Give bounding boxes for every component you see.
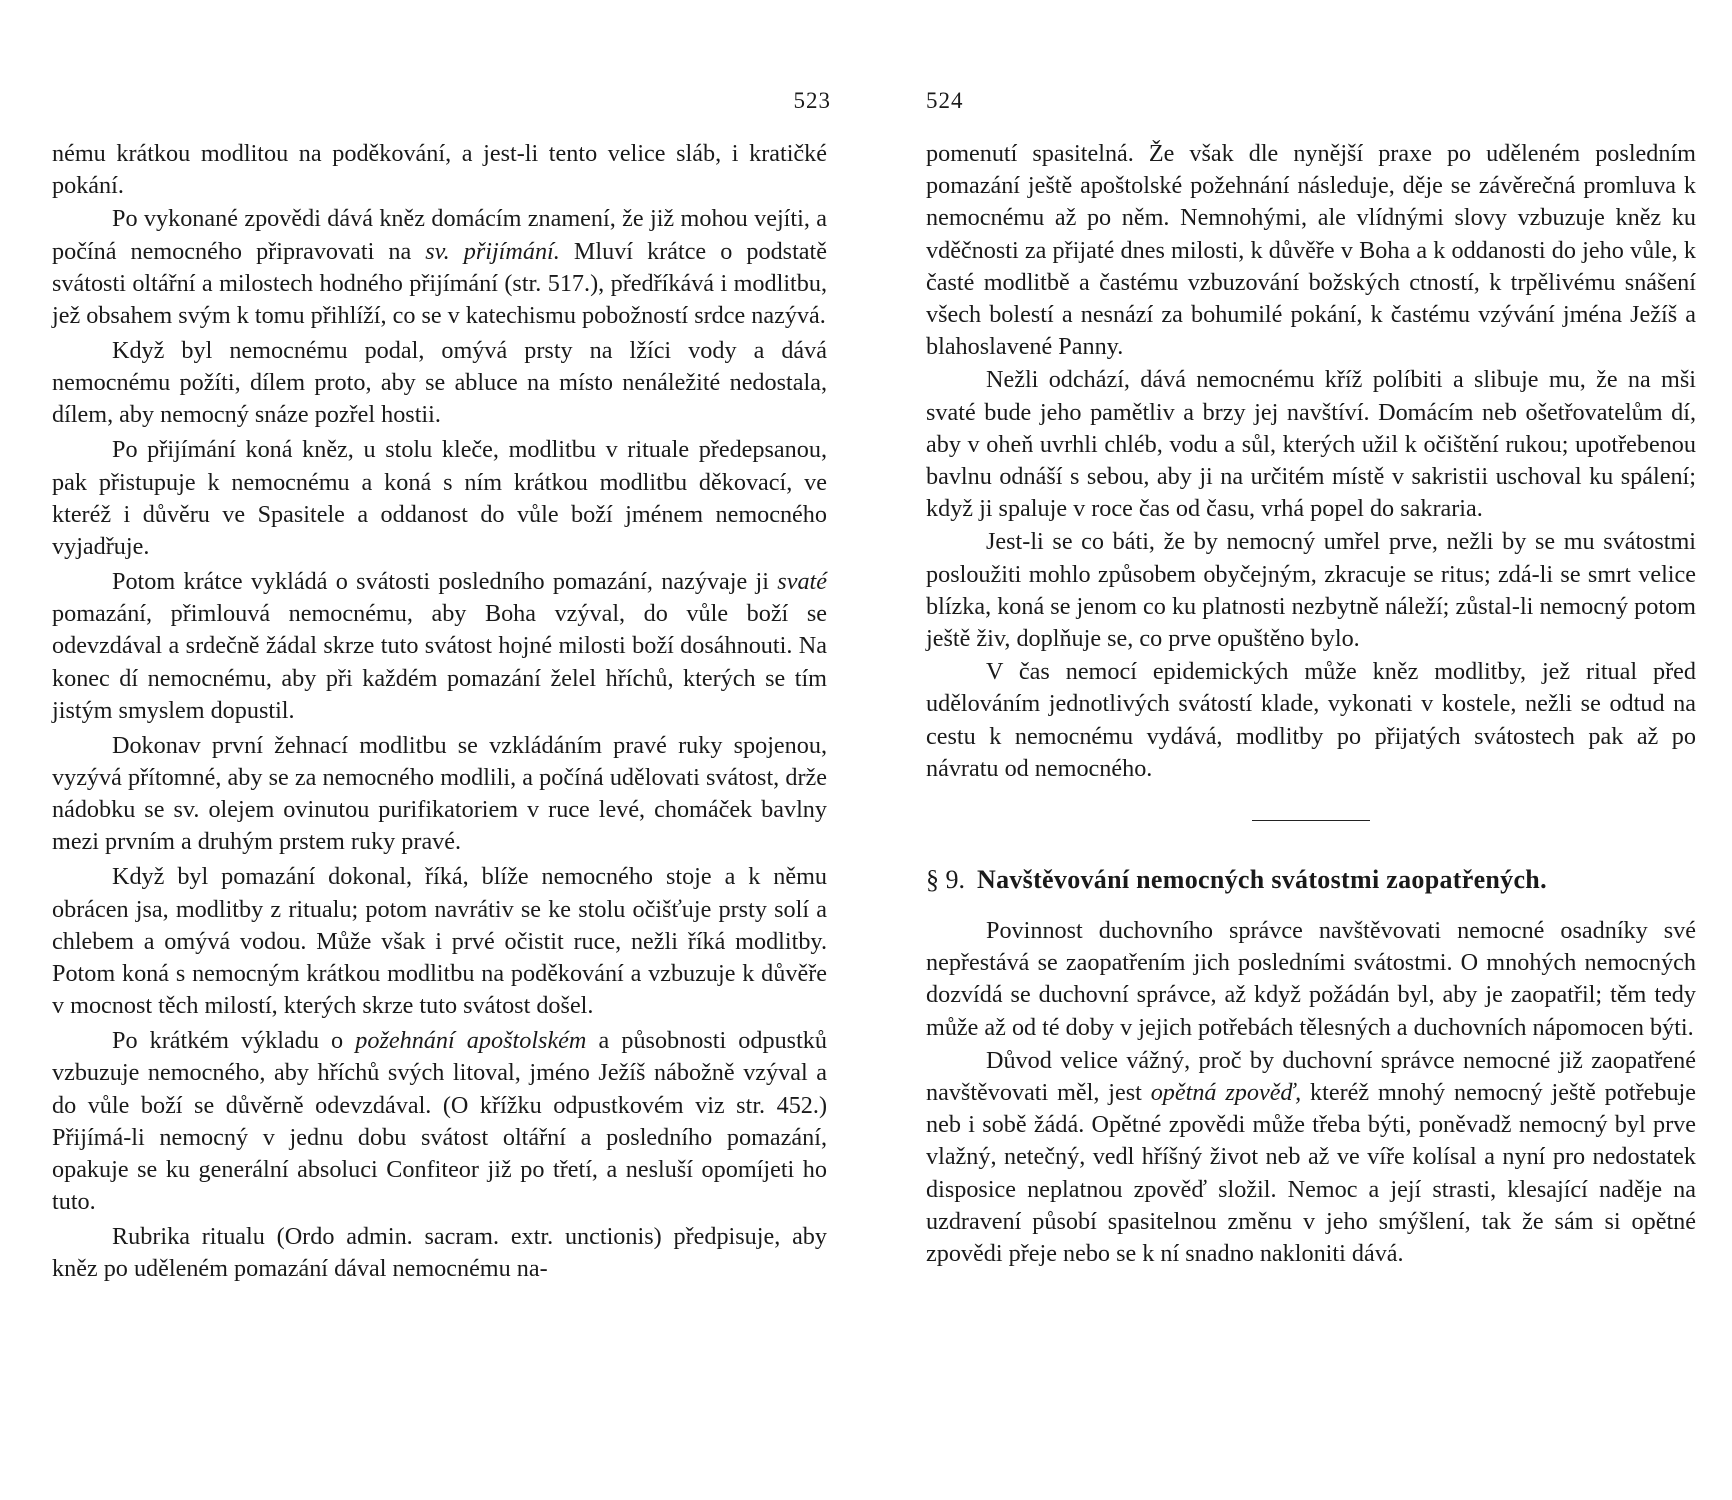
text-run: kteréž mnohý nemocný ještě potřebuje neb i sobě žádá. Opětné zpovědi může třeba býti, poněvadž nemocný byl prve vlažný, netečný, vedl hříšný život neb až ve víře kolísal a nyní pro nedostatek disposice neplatnou zpověď složil. Nemoc a její strasti, klesající naděje na uzdravení působí spasitelnou změnu v jeho smýšlení, tak že sám si opětné zpovědi přeje nebo se k ní snadno nakloniti dává. (926, 1079, 1697, 1268)
paragraph (52, 730, 827, 859)
page-number: 523 (793, 88, 831, 113)
section-divider (1252, 820, 1370, 821)
section-heading (926, 863, 1696, 897)
left-page (52, 0, 831, 1500)
text-run: Mluví krátce o podstatě svátosti oltářní a milostech hodného přijímání (str. 517.), předříkává i modlitbu, jež obsahem svým k tomu přihlíží, co se v katechismu pobožností srdce nazývá. (52, 237, 827, 330)
text-run: Po krátkém výkladu o (112, 1027, 356, 1055)
paragraph-group (926, 915, 1696, 1270)
page-number: 524 (926, 88, 964, 113)
paragraph (926, 656, 1696, 785)
paragraph (52, 335, 827, 432)
text-run: pomazání, přimlouvá nemocnému, aby Boha vzýval, do vůle boží se odevzdával a srdečně žádal skrze tuto svátost hojné milosti boží dosáhnouti. Na konec dí nemocnému, aby při každém pomazání želel hříchů, kterých se tím jistým smyslem dopustil. (52, 600, 827, 724)
paragraph (52, 1221, 827, 1285)
text-run: Dokonav první žehnací modlitbu se vzkládáním pravé ruky spojenou, vyzývá přítomné, aby se za nemocného modlili, a počíná udělovati svátost, drže nádobku se sv. olejem ovinutou purifikatoriem v ruce levé, chomáček bavlny mezi prvním a druhým prstem ruky pravé. (52, 731, 827, 856)
text-run: Povinnost duchovního správce navštěvovati nemocné osadníky své nepřestává se zaopatřením jich posledními svátostmi. O mnohých nemocných dozvídá se duchovní správce, až když požádán byl, aby je zaopatřil; těm tedy může až od té doby v jejich potřebách tělesných a duchovních nápomocen býti. (926, 917, 1696, 1041)
page-body (52, 138, 827, 1288)
paragraph (926, 1045, 1696, 1270)
text-run: Po přijímání koná kněz, u stolu kleče, modlitbu v rituale předepsanou, pak přistupuje k nemocnému a koná s ním krátkou modlitbu děkovací, ve kteréž i důvěru ve Spasitele a oddanost do vůle boží jménem nemocného vyjadřuje. (52, 436, 827, 561)
text-run: Důvod velice vážný, proč by duchovní správce nemocné již zaopatřené navštěvovati měl, jest (926, 1046, 1696, 1107)
paragraph (926, 364, 1696, 525)
paragraph (926, 138, 1696, 363)
right-page (926, 0, 1696, 1500)
section-number: § 9. (926, 865, 965, 895)
section-title: Navštěvování nemocných svátostmi zaopatřených. (977, 865, 1547, 895)
text-run: Po vykonané zpovědi dává kněz domácím znamení, že již mohou vejíti, a počíná nemocného připravovati na (52, 205, 827, 265)
text-run: Když byl pomazání dokonal, říká, blíže nemocného stoje a k němu obrácen jsa, modlitby z ritualu; potom navrátiv se ke stolu očišťuje prsty solí a chlebem a omývá vodou. Může však i prvé očistit ruce, nežli říká modlitby. Potom koná s nemocným krátkou modlitbu na poděkování a vzbuzuje k důvěře v mocnost těch milostí, kterých skrze tuto svátost došel. (52, 863, 827, 1020)
paragraph (52, 434, 827, 563)
paragraph (926, 915, 1696, 1044)
text-run: Potom krátce vykládá o svátosti posledního pomazání, nazývaje ji (112, 568, 778, 596)
paragraph (52, 138, 827, 202)
text-run: Když byl nemocnému podal, omývá prsty na lžíci vody a dává nemocnému požíti, dílem proto, aby se abluce na místo nenáležité nedostala, dílem, aby nemocný snáze pozřel hostii. (52, 337, 827, 429)
text-run: a působnosti odpustků vzbuzuje nemocného, aby hříchů svých litoval, jméno Ježíš nábožně vzýval a do vůle boží se důvěrně odevzdával. (O křížku odpustkovém viz str. 452.) Přijímá-li nemocný v jednu dobu svátost oltářní a posledního pomazání, opakuje se ku generální absoluci Confiteor již po třetí, a nesluší opomíjeti ho tuto. (52, 1027, 827, 1216)
paragraph (52, 861, 827, 1022)
paragraph (52, 203, 827, 332)
paragraph-group (926, 138, 1696, 785)
text-run: Nežli odchází, dává nemocnému kříž políbiti a slibuje mu, že na mši svaté bude jeho pamětliv a brzy jej navštíví. Domácím neb ošetřovatelům dí, aby v oheň uvrhli chléb, vodu a sůl, kterých užil k očištění rukou; upotřebenou bavlnu odnáší s sebou, aby ji na určitém místě v sakristii uschoval ku spálení; když ji spaluje v roce čas od času, vrhá popel do sakraria. (926, 366, 1696, 523)
text-run: Rubrika ritualu (Ordo admin. sacram. extr. unctionis) předpisuje, aby kněz po uděleném pomazání dával nemocnému na- (52, 1223, 827, 1283)
emphasized-text: sv. přijímání. (425, 237, 560, 265)
text-run: Jest-li se co báti, že by nemocný umřel prve, nežli by se mu svátostmi posloužiti mohlo způsobem obyčejným, zkracuje se ritus; zdá-li se smrt velice blízka, koná se jenom co ku platnosti nezbytně náleží; zůstal-li nemocný potom ještě živ, doplňuje se, co prve opuštěno bylo. (926, 528, 1696, 653)
paragraph (926, 526, 1696, 655)
text-run: pomenutí spasitelná. Že však dle nynější praxe po uděleném posledním pomazání ještě apoštolské požehnání následuje, děje se závěrečná promluva k nemocnému až po něm. Nemnohými, ale vlídnými slovy vzbuzuje kněz ku vděčnosti za přijaté dnes milosti, k důvěře v Boha a k oddanosti do jeho vůle, k časté modlitbě a častému vzbuzování božských ctností, k trpělivému snášení všech bolestí a nesnází za bohumilé pokání, k častému vzývání jména Ježíš a blahoslavené Panny. (926, 140, 1696, 361)
paragraph (52, 1025, 827, 1218)
emphasized-text: požehnání apoštolském (355, 1027, 587, 1055)
emphasized-text: svaté (777, 568, 827, 596)
text-run: nému krátkou modlitou na poděkování, a jest-li tento velice sláb, i kratičké pokání. (52, 140, 827, 200)
text-run: V čas nemocí epidemických může kněz modlitby, jež ritual před udělováním jednotlivých svátostí klade, vykonati v kostele, nežli se odtud na cestu k nemocnému vydává, modlitby po přijatých svátostech pak až po návratu od nemocného. (926, 658, 1696, 782)
emphasized-text: opětná zpověď, (1150, 1079, 1302, 1107)
page-body (926, 138, 1696, 1271)
paragraph (52, 566, 827, 727)
